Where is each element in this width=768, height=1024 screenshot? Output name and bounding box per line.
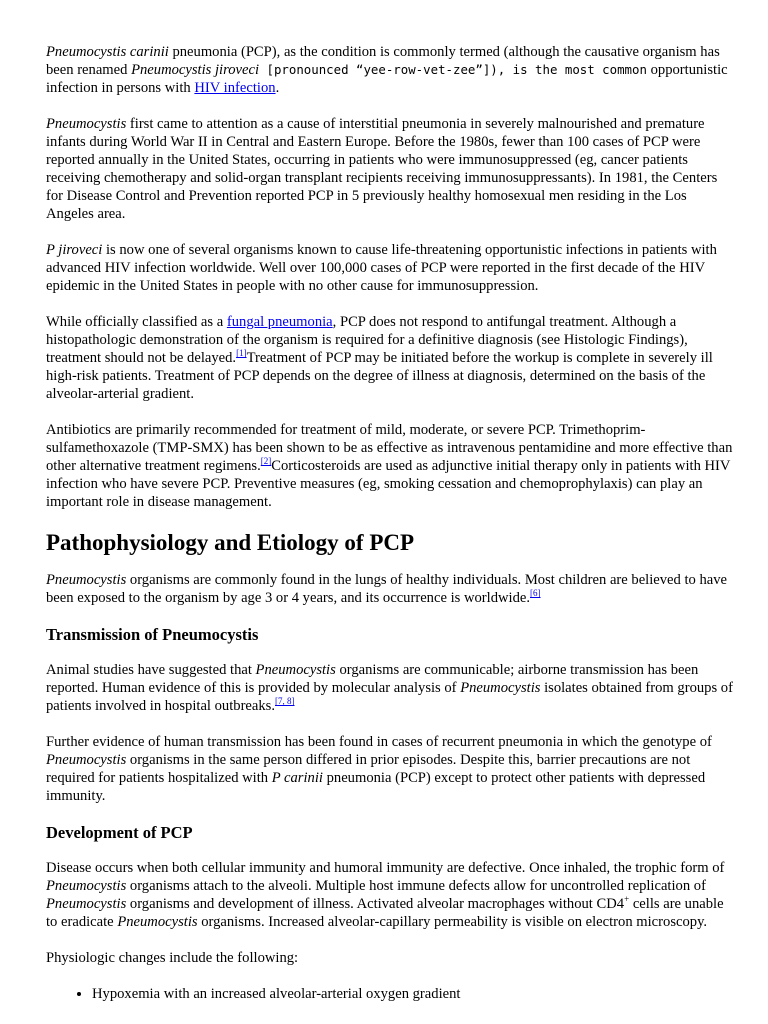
hiv-infection-link[interactable]: HIV infection — [194, 80, 276, 96]
fungal-pneumonia-link[interactable]: fungal pneumonia — [226, 314, 333, 330]
list-item: • Hypoxemia with an increased alveolar-arterial oxygen gradient — [92, 985, 736, 1003]
article-page — [46, 43, 736, 1003]
physiologic-changes-list — [46, 985, 736, 1003]
intro-paragraph-1: Pneumocystis carinii pneumonia (PCP), as the condition is commonly termed (although the causative organism has been renamed Pneumocystis jiroveci [pronounced “yee-row-vet-zee”]), is the most common opportunistic infection in persons with HIV infection. — [46, 44, 728, 96]
reference-link-1[interactable]: [1] — [236, 348, 247, 358]
reference-link-2[interactable]: [2] — [260, 456, 272, 466]
development-paragraph-2: Physiologic changes include the following: — [46, 950, 299, 966]
subheading-development: Development of PCP — [46, 823, 193, 842]
transmission-paragraph-2: Further evidence of human transmission has been found in cases of recurrent pneumonia in which the genotype of Pneumocystis organisms in the same person differed in prior episodes. Despite this, barrier precautions are not required for patients hospitalized with P carinii pneumonia (PCP) except to protect other patients with depressed immunity. — [46, 734, 712, 804]
transmission-paragraph-1: Animal studies have suggested that Pneumocystis organisms are communicable; airborne transmission has been reported. Human evidence of this is provided by molecular analysis of Pneumocystis isolates obtained from groups of patients involved in hospital outbreaks.[7, 8] — [46, 662, 733, 714]
section-heading-pathophysiology: Pathophysiology and Etiology of PCP — [46, 530, 415, 555]
intro-paragraph-3: P jiroveci is now one of several organisms known to cause life-threatening opportunistic infections in patients with advanced HIV infection worldwide. Well over 100,000 cases of PCP were reported in the first decade of the HIV epidemic in the United States in people with no other cause for immunosuppression. — [46, 242, 717, 294]
intro-paragraph-2: Pneumocystis first came to attention as a cause of interstitial pneumonia in severely malnourished and premature infants during World War II in Central and Eastern Europe. Before the 1980s, fewer than 100 cases of PCP were reported annually in the United States, occurring in patients who were immunosuppressed (eg, cancer patients receiving chemotherapy and solid-organ transplant recipients receiving immunosuppressants). In 1981, the Centers for Disease Control and Prevention reported PCP in 5 previously healthy homosexual men residing in the Los Angeles area. — [46, 116, 718, 222]
pathophysiology-paragraph: Pneumocystis organisms are commonly found in the lungs of healthy individuals. Most children are believed to have been exposed to the organism by age 3 or 4 years, and its occurrence is worldwide.[6] — [46, 572, 728, 606]
development-paragraph-1: Disease occurs when both cellular immunity and humoral immunity are defective. Once inhaled, the trophic form of Pneumocystis organisms attach to the alveoli. Multiple host immune defects allow for uncontrolled replication of Pneumocystis organisms and development of illness. Activated alveolar macrophages without CD4+ cells are unable to eradicate Pneumocystis organisms. Increased alveolar-capillary permeability is visible on electron microscopy. — [46, 860, 725, 930]
subheading-transmission: Transmission of Pneumocystis — [46, 625, 259, 644]
intro-paragraph-5: Antibiotics are primarily recommended for treatment of mild, moderate, or severe PCP. Trimethoprim-sulfamethoxazole (TMP-SMX) has been shown to be as effective as intravenous pentamidine and more effective than other alternative treatment regimens.[2]Corticosteroids are used as adjunctive initial therapy only in patients with HIV infection who have severe PCP. Preventive measures (eg, smoking cessation and chemoprophylaxis) can play an important role in disease management. — [46, 422, 733, 510]
intro-paragraph-4: While officially classified as a fungal pneumonia, PCP does not respond to antifungal treatment. Although a histopathologic demonstration of the organism is required for a definitive diagnosis (see Histologic Findings), treatment should not be delayed.[1]Treatment of PCP may be initiated before the workup is complete in severely ill high-risk patients. Treatment of PCP depends on the degree of illness at diagnosis, determined on the basis of the alveolar-arterial gradient. — [46, 314, 713, 402]
reference-link-6[interactable]: [6] — [530, 588, 541, 598]
reference-link-7-8[interactable]: [7, 8] — [275, 696, 295, 706]
